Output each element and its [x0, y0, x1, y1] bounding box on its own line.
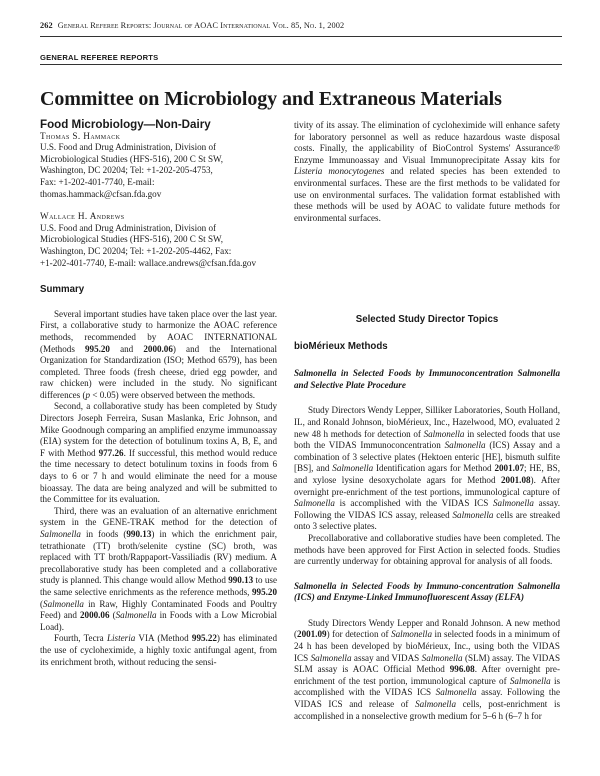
- author-affiliation-line: U.S. Food and Drug Administration, Division of: [40, 222, 217, 233]
- author-affiliation-line: U.S. Food and Drug Administration, Division of: [40, 142, 217, 153]
- selected-topics-heading: Selected Study Director Topics: [355, 314, 499, 325]
- entry-2-heading: Salmonella in Selected Foods by Immuno-concentration Salmonella (ICS) and Enzyme-Linked Immunofluorescent Assay (ELFA): [294, 580, 560, 603]
- section-label: GENERAL REFEREE REPORTS: [40, 53, 159, 62]
- summary-paragraph-2: Second, a collaborative study has been completed by Study Directors Joseph Ferreira, Susan Maslanka, Eric Johnson, and Mike Goodnough comparing an amplified enzyme immunoassay (EIA) system for the detection of botulinum toxins A, B, E, and F with Method 977.26. If successful, this method would reduce the time necessary to detect botulinum toxins in foods from 6 days to 6 or 7 h and would eliminate the need for a mouse bioassay. The data are being analyzed and will be submitted to the Committee for its evaluation.: [40, 401, 278, 505]
- section-rule: [40, 64, 562, 65]
- summary-paragraph-4-continued: [294, 120, 560, 306]
- summary-paragraph-3: Third, there was an evaluation of an alternative enrichment system in the GENE-TRAK method for the detection of Salmonella in foods (990.13) in which the enrichment pair, tetrathionate (TT) broth/selenite cystine (SC) broth, was replaced with TT broth/Rappaport-Vassiliadis (RV) medium. A precollaborative study has been completed and a collaborative study is planned. This change would allow Method 990.13 to use the same selective enrichments as the reference methods, 995.20 (Salmonella in Raw, Highly Contaminated Foods and Poultry Feed) and 2000.06 (Salmonella in Foods with a Low Microbial Load).: [40, 505, 277, 632]
- summary-heading: Summary: [40, 284, 85, 296]
- biomerieux-heading: bioMérieux Methods: [294, 340, 388, 352]
- entry-2-paragraph-1: Study Directors Wendy Lepper and Ronald Johnson. A new method (2001.09) for detection of Salmonella in selected foods in a minimum of 24 h has been developed by bioMérieux, Inc., using both the VIDAS ICS Salmonella assay and VIDAS Salmonella (SLM) assay. The VIDAS SLM assay is AOAC Official Method 996.08. After overnight pre-enrichment of the test portion, immunological capture of Salmonella is accomplished with the VIDAS ICS Salmonella assay. Following the VIDAS ICS and release of Salmonella cells, post-enrichment is accomplished in a nonselective growth medium for 5–6 h (6–7 h for: [294, 617, 561, 721]
- page-number: 262: [40, 21, 53, 30]
- article-subtitle: Food Microbiology—Non-Dairy: [40, 118, 211, 131]
- article-title: Committee on Microbiology and Extraneous Materials: [40, 88, 502, 110]
- author-affiliation-line: Fax: +1-202-401-7740, E-mail:: [40, 176, 155, 187]
- right-column: [294, 120, 561, 722]
- entry-1-paragraph-1: Study Directors Wendy Lepper, Silliker Laboratories, South Holland, IL, and Ronald Johnson, bioMérieux, Inc., Hazelwood, MO, evaluated 2 new 48 h methods for detection of Salmonella in selected foods that use both the VIDAS Immunoconcentration Salmonella (ICS) Assay and a combination of 3 selective plates (Hektoen enteric [HE], bismuth sulfite [BS], and Salmonella Identification agars for Method 2001.07; HE, BS, and xylose lysine desoxycholate agars for Method 2001.08). After overnight pre-enrichment of the test portions, immunological capture of Salmonella is accomplished with the VIDAS ICS Salmonella assay. Following the VIDAS ICS assay, released Salmonella cells are streaked onto 3 selective plates.: [294, 405, 561, 532]
- journal-citation: General Referee Reports: Journal of AOAC International Vol. 85, No. 1, 2002: [57, 21, 345, 30]
- author-affiliation-line: Washington, DC 20204; Tel: +1-202-205-4753,: [40, 165, 213, 176]
- author-name: Wallace H. Andrews: [40, 211, 125, 222]
- author-email: thomas.hammack@cfsan.fda.gov: [40, 188, 162, 199]
- author-affiliation-line: +1-202-401-7740, E-mail: wallace.andrews@cfsan.fda.gov: [40, 257, 257, 268]
- author-affiliation-line: Washington, DC 20204; Tel: +1-202-205-4462, Fax:: [40, 245, 232, 256]
- summary-paragraph-1: Several important studies have taken place over the last year. First, a collaborative study to harmonize the AOAC reference methods, recommended by AOAC INTERNATIONAL (Methods 995.20 and 2000.06) and the International Organization for Standardization (ISO; Method 6579), has been completed. Three foods (fresh cheese, dried egg powder, and raw chicken) were included in the study. No significant differences (p < 0.05) were observed between the methods.: [40, 308, 277, 400]
- author-block-1: [40, 131, 277, 201]
- entry-1-heading: Salmonella in Selected Foods by Immunoconcentration Salmonella and Selective Plate Procedure: [294, 368, 560, 390]
- author-name: Thomas S. Hammack: [40, 130, 121, 141]
- running-head: [40, 21, 344, 30]
- entry-1-paragraph-2: Precollaborative and collaborative studies have been completed. The methods have been approved for First Action in selected foods. Studies are currently underway for obtaining approval for analysis of all foods.: [294, 532, 560, 567]
- author-block-2: [40, 211, 277, 269]
- left-column: [40, 119, 277, 679]
- summary-paragraph-4: Fourth, Tecra Listeria VIA (Method 995.22) has eliminated the use of cycloheximide, a highly toxic antifungal agent, from its enrichment broth, without reducing the sensi-: [40, 633, 277, 667]
- continuation-text: tivity of its assay. The elimination of cycloheximide will enhance safety for laboratory personnel as well as reduce hazardous waste disposal costs. Finally, the applicability of BioControl Systems' Assurance® Enzyme Immunoassay and Visual Immunoprecipitate Assay kits for Listeria monocytogenes and related species has been extended to environmental surfaces. These are the first methods to be validated for use on environmental surfaces. The validation format established with these methods will be used by AOAC to validate future methods for environmental surfaces.: [294, 120, 560, 223]
- header-rule: [40, 36, 562, 37]
- author-affiliation-line: Microbiological Studies (HFS-516), 200 C St SW,: [40, 153, 224, 164]
- author-affiliation-line: Microbiological Studies (HFS-516), 200 C St SW,: [40, 234, 224, 245]
